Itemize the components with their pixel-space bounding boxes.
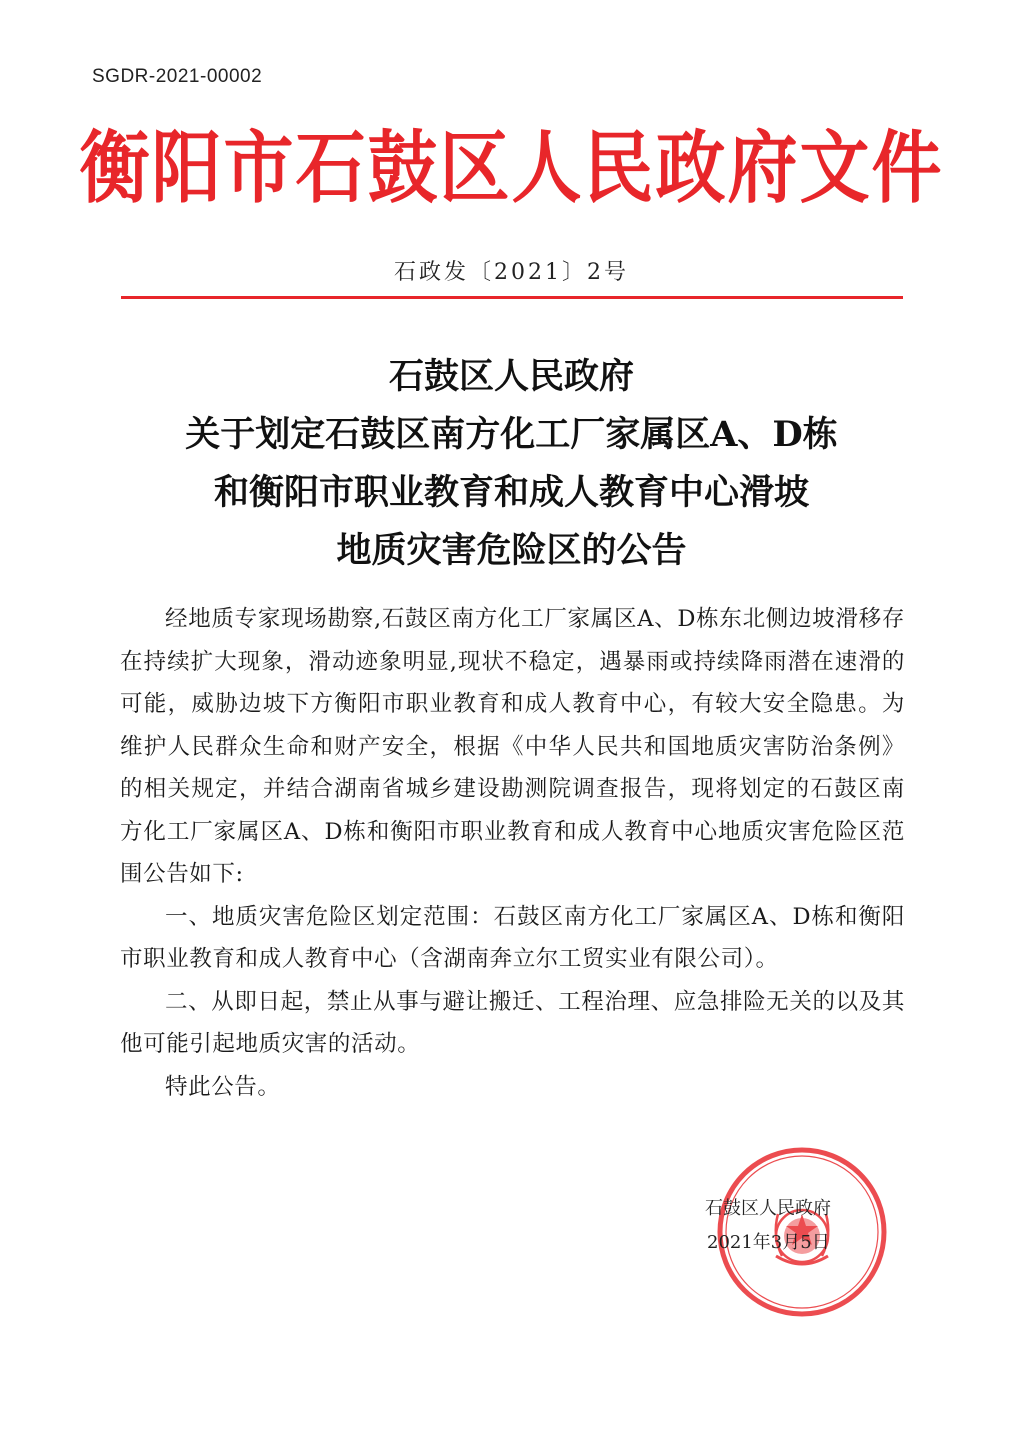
title-line-1: 石鼓区人民政府 <box>388 356 634 397</box>
document-number: 石政发〔2021〕2号 <box>394 260 629 285</box>
title-line-4: 地质灾害危险区的公告 <box>336 530 687 571</box>
masthead-title: 衡阳市石鼓区人民政府文件 <box>79 120 944 214</box>
paragraph-closing: 特此公告。 <box>165 1073 281 1100</box>
red-divider <box>121 296 903 299</box>
notice-body <box>120 598 905 1108</box>
paragraph-item-1: 一、地质灾害危险区划定范围：石鼓区南方化工厂家属区A、D栋和衡阳市职业教育和成人教育中心（含湖南奔立尔工贸实业有限公司）。 <box>120 903 905 972</box>
signature-org: 石鼓区人民政府 <box>705 1198 831 1219</box>
signature-date: 2021年3月5日 <box>707 1232 830 1253</box>
paragraph-intro: 经地质专家现场勘察,石鼓区南方化工厂家属区A、D栋东北侧边坡滑移存在持续扩大现象，滑动迹象明显,现状不稳定，遇暴雨或持续降雨潜在速滑的可能，威胁边坡下方衡阳市职业教育和成人教育中心，有较大安全隐患。为维护人民群众生命和财产安全，根据《中华人民共和国地质灾害防治条例》的相关规定，并结合湖南省城乡建设勘测院调查报告，现将划定的石鼓区南方化工厂家属区A、D栋和衡阳市职业教育和成人教育中心地质灾害危险区范围公告如下: <box>120 606 905 887</box>
paragraph-item-2: 二、从即日起，禁止从事与避让搬迁、工程治理、应急排险无关的以及其他可能引起地质灾害的活动。 <box>120 988 905 1057</box>
notice-title <box>0 348 1023 580</box>
signature-block <box>705 1192 831 1260</box>
title-line-2: 关于划定石鼓区南方化工厂家属区A、D栋 <box>185 414 838 455</box>
document-id: SGDR-2021-00002 <box>92 66 263 87</box>
title-line-3: 和衡阳市职业教育和成人教育中心滑坡 <box>213 472 809 513</box>
